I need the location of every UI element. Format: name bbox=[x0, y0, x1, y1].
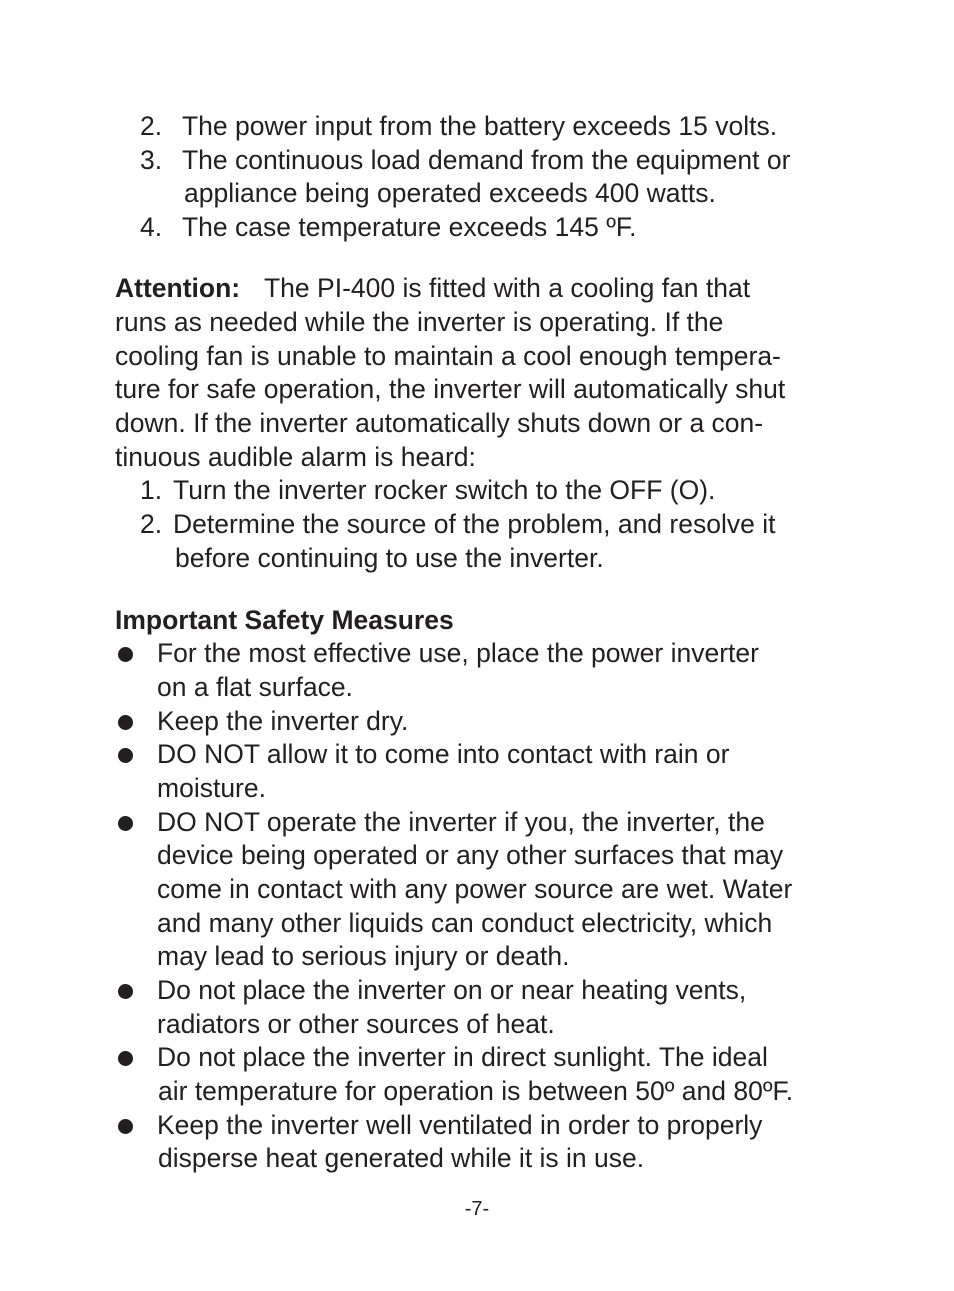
bullet-text: moisture. bbox=[157, 773, 266, 803]
page-number: -7- bbox=[464, 1198, 490, 1220]
bullet-text: For the most effective use, place the power inverter bbox=[157, 638, 759, 668]
bullet-text: radiators or other sources of heat. bbox=[157, 1009, 555, 1039]
item-number: 2. bbox=[140, 509, 163, 539]
bullet-icon bbox=[118, 715, 133, 730]
section-heading: Important Safety Measures bbox=[115, 605, 454, 635]
bullet-icon bbox=[118, 748, 133, 763]
bullet-text: on a flat surface. bbox=[157, 672, 353, 702]
item-number: 2. bbox=[140, 111, 163, 141]
bullet-text: DO NOT allow it to come into contact with rain or bbox=[157, 739, 730, 769]
bullet-text: Do not place the inverter in direct sunlight. The ideal bbox=[157, 1042, 768, 1072]
item-number: 3. bbox=[140, 145, 163, 175]
paragraph-line: ture for safe operation, the inverter will automatically shut bbox=[115, 374, 786, 404]
bullet-text: and many other liquids can conduct electricity, which bbox=[157, 908, 773, 938]
item-text: The power input from the battery exceeds 15 volts. bbox=[182, 111, 778, 141]
paragraph-line: runs as needed while the inverter is operating. If the bbox=[115, 307, 724, 337]
item-text: The continuous load demand from the equipment or bbox=[182, 145, 791, 175]
bullet-text: disperse heat generated while it is in use. bbox=[158, 1143, 645, 1173]
bullet-text: air temperature for operation is between 50º and 80ºF. bbox=[158, 1076, 794, 1106]
bullet-text: come in contact with any power source are wet. Water bbox=[157, 874, 793, 904]
paragraph-line: tinuous audible alarm is heard: bbox=[115, 442, 476, 472]
bullet-text: Keep the inverter dry. bbox=[157, 706, 409, 736]
item-number: 1. bbox=[140, 475, 163, 505]
item-text: Determine the source of the problem, and resolve it bbox=[173, 509, 776, 539]
item-text: The case temperature exceeds 145 ºF. bbox=[182, 212, 637, 242]
bullet-icon bbox=[118, 1051, 133, 1066]
item-number: 4. bbox=[140, 212, 163, 242]
bullet-icon bbox=[118, 1119, 133, 1134]
bullet-text: DO NOT operate the inverter if you, the inverter, the bbox=[157, 807, 765, 837]
bullet-text: Keep the inverter well ventilated in order to properly bbox=[157, 1110, 763, 1140]
bullet-text: may lead to serious injury or death. bbox=[157, 941, 570, 971]
item-text: before continuing to use the inverter. bbox=[175, 543, 604, 573]
paragraph-line: cooling fan is unable to maintain a cool enough tempera- bbox=[115, 341, 781, 371]
bullet-text: device being operated or any other surfaces that may bbox=[157, 840, 784, 870]
paragraph-line: down. If the inverter automatically shuts down or a con- bbox=[115, 408, 764, 438]
item-text: appliance being operated exceeds 400 watts. bbox=[184, 178, 716, 208]
bullet-icon bbox=[118, 647, 133, 662]
attention-label: Attention: bbox=[115, 273, 241, 303]
paragraph-line: The PI-400 is fitted with a cooling fan that bbox=[264, 273, 751, 303]
bullet-icon bbox=[118, 984, 133, 999]
bullet-text: Do not place the inverter on or near heating vents, bbox=[157, 975, 747, 1005]
item-text: Turn the inverter rocker switch to the OFF (O). bbox=[173, 475, 716, 505]
bullet-icon bbox=[118, 816, 133, 831]
